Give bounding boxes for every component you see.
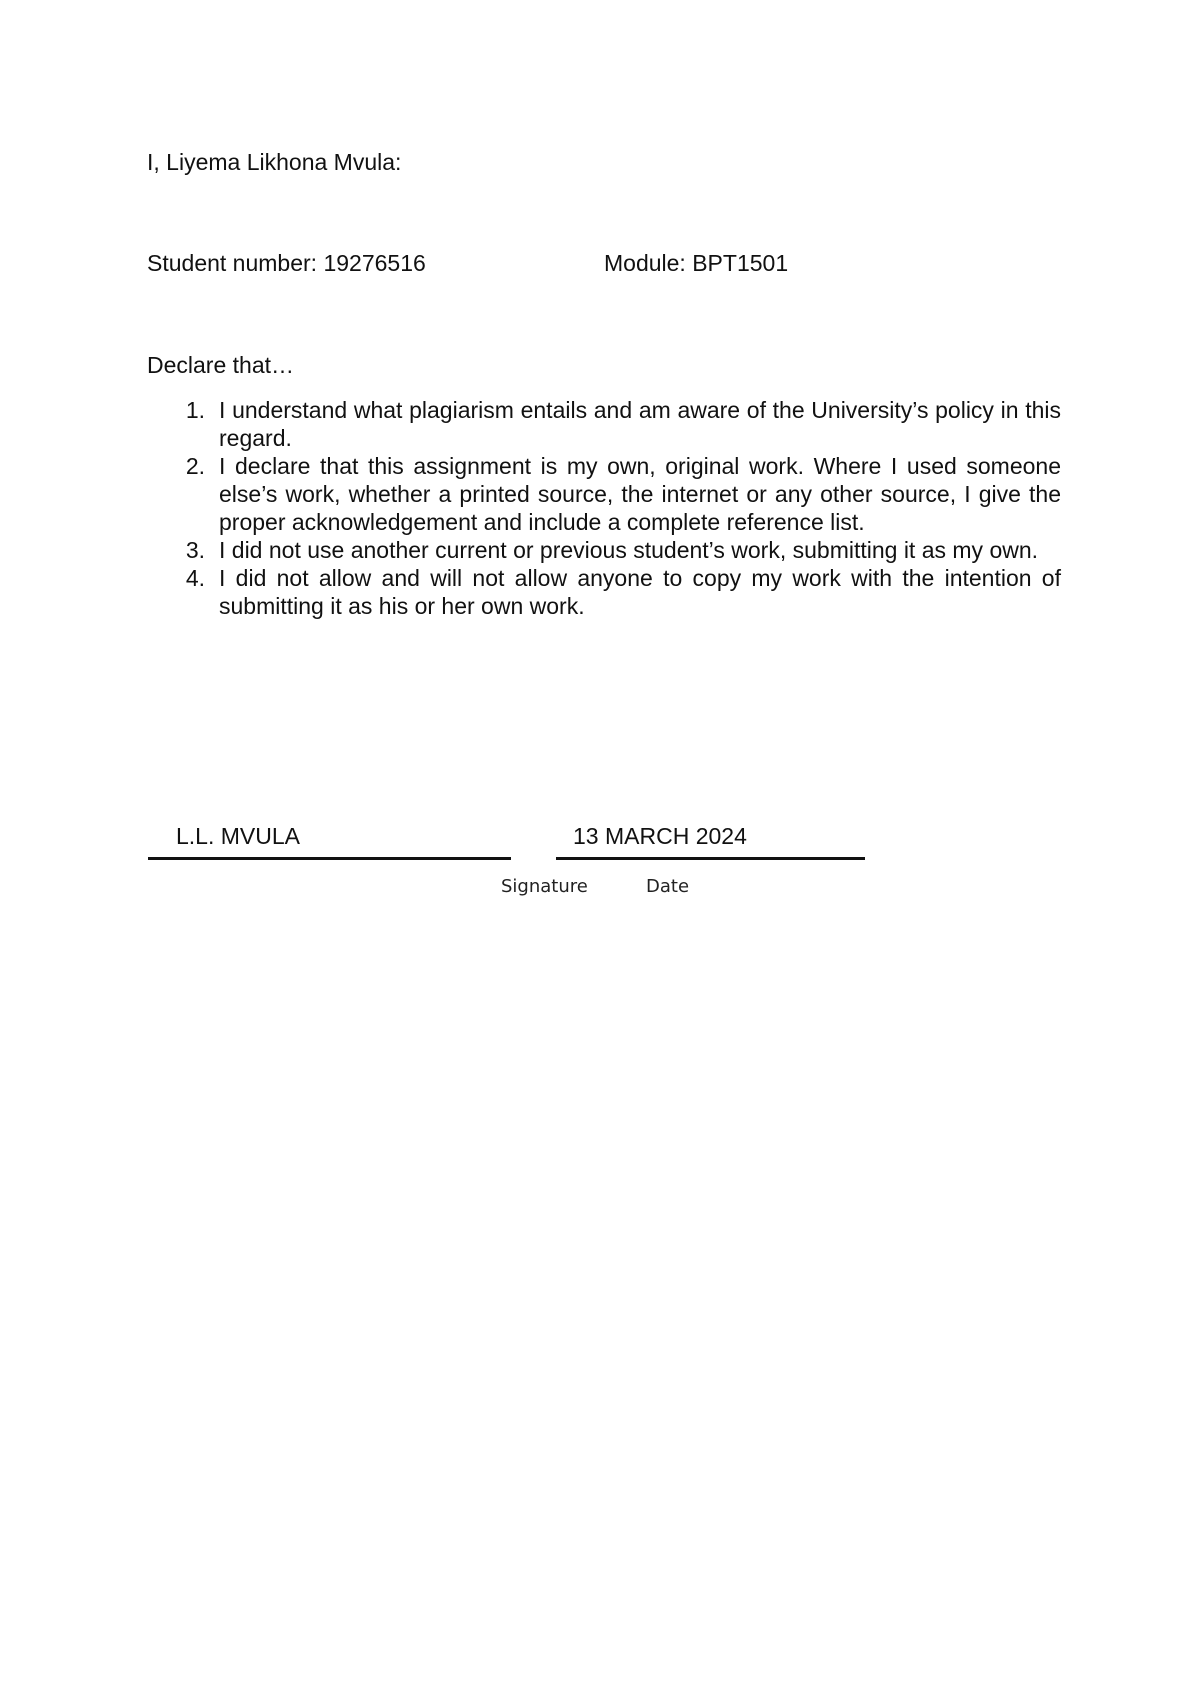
- student-number: Student number: 19276516: [147, 250, 426, 276]
- declarant-line: I, Liyema Likhona Mvula:: [147, 149, 402, 175]
- declare-heading: Declare that…: [147, 352, 295, 378]
- declaration-text: I declare that this assignment is my own, original work. Where I used someone else’s work, whether a printed source, the internet or any other source, I give the proper acknowledgement and include a complete reference list.: [219, 453, 1061, 535]
- declaration-number: 3.: [185, 537, 205, 563]
- declaration-text: I did not use another current or previous student’s work, submitting it as my own.: [219, 537, 1039, 563]
- declaration-list: [147, 396, 1061, 620]
- declaration-number: 4.: [185, 565, 205, 591]
- declaration-item: [147, 536, 1061, 564]
- module-code: Module: BPT1501: [604, 250, 789, 276]
- declaration-text: I understand what plagiarism entails and am aware of the University’s policy in this regard.: [219, 397, 1061, 451]
- declaration-number: 2.: [185, 453, 205, 479]
- declaration-item: [147, 564, 1061, 620]
- date-caption: Date: [646, 876, 690, 897]
- signature-name: L.L. MVULA: [176, 823, 300, 849]
- declaration-item: [147, 396, 1061, 452]
- date-line: [556, 857, 865, 860]
- declaration-item: [147, 452, 1061, 536]
- signature-caption: Signature: [501, 876, 588, 897]
- signature-line: [148, 857, 511, 860]
- declaration-text: I did not allow and will not allow anyone to copy my work with the intention of submitting it as his or her own work.: [219, 565, 1061, 619]
- signature-date: 13 MARCH 2024: [573, 823, 747, 849]
- declaration-number: 1.: [185, 397, 205, 423]
